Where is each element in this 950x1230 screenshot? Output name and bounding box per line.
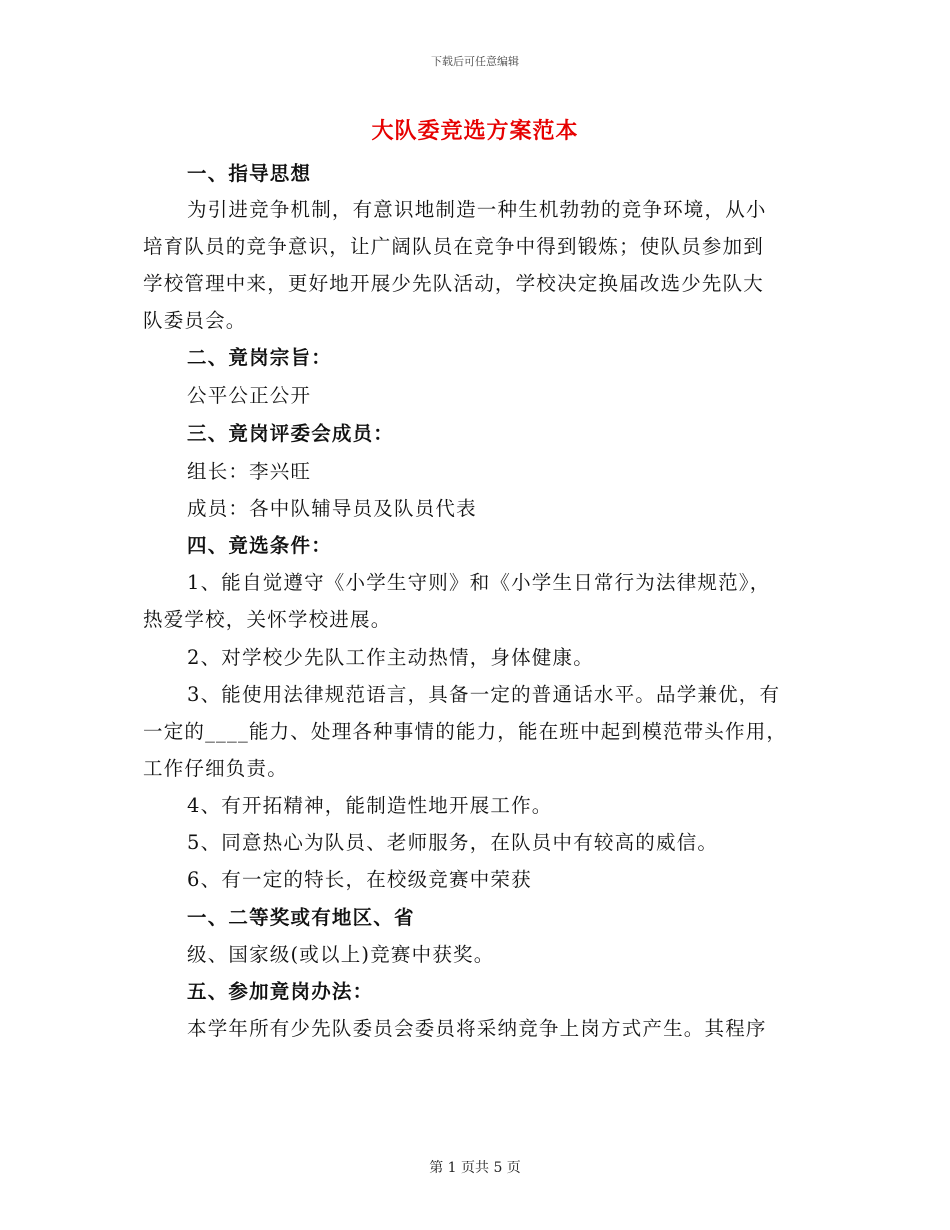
section-heading-5: 五、参加竟岗办法： — [187, 980, 374, 1003]
paragraph-line: 5、同意热心为队员、老师服务，在队员中有较高的威信。 — [187, 831, 719, 854]
paragraph-line: 6、有一定的特长，在校级竞赛中荣获 — [187, 868, 532, 891]
paragraph-line: 4、有开拓精神，能制造性地开展工作。 — [187, 794, 553, 817]
paragraph-line: 学校管理中来，更好地开展少先队活动，学校决定换届改选少先队大 — [143, 272, 765, 295]
paragraph-line-bold: 一、二等奖或有地区、省 — [187, 906, 415, 929]
section-heading-3: 三、竟岗评委会成员： — [187, 422, 395, 445]
page-footer: 第 1 页共 5 页 — [429, 1160, 521, 1176]
paragraph-line: 级、国家级(或以上)竞赛中获奖。 — [187, 943, 495, 966]
section-heading-4: 四、竟选条件： — [187, 534, 332, 557]
header-note: 下载后可任意编辑 — [431, 55, 519, 68]
paragraph-line: 组长：李兴旺 — [187, 460, 312, 483]
paragraph-line: 成员：各中队辅导员及队员代表 — [187, 497, 477, 520]
paragraph-line: 培育队员的竞争意识，让广阔队员在竞争中得到锻炼；使队员参加到 — [143, 235, 765, 258]
paragraph-line: 工作仔细负责。 — [143, 757, 288, 780]
paragraph-line: 为引进竞争机制，有意识地制造一种生机勃勃的竞争环境，从小 — [187, 198, 767, 221]
paragraph-line: 本学年所有少先队委员会委员将采纳竞争上岗方式产生。其程序 — [187, 1017, 767, 1040]
paragraph-line: 热爱学校，关怀学校进展。 — [143, 608, 392, 631]
paragraph-line: 3、能使用法律规范语言，具备一定的普通话水平。品学兼优，有 — [187, 683, 781, 706]
paragraph-line: 1、能自觉遵守《小学生守则》和《小学生日常行为法律规范》， — [187, 571, 771, 594]
paragraph-line: 队委员会。 — [143, 309, 247, 332]
section-heading-2: 二、竟岗宗旨： — [187, 346, 332, 369]
section-heading-1: 一、指导思想 — [187, 162, 312, 185]
paragraph-line: 一定的____能力、处理各种事情的能力，能在班中起到模范带头作用， — [143, 720, 788, 743]
paragraph-line: 公平公正公开 — [187, 384, 312, 407]
document-title: 大队委竞选方案范本 — [371, 118, 579, 144]
paragraph-line: 2、对学校少先队工作主动热情，身体健康。 — [187, 646, 594, 669]
